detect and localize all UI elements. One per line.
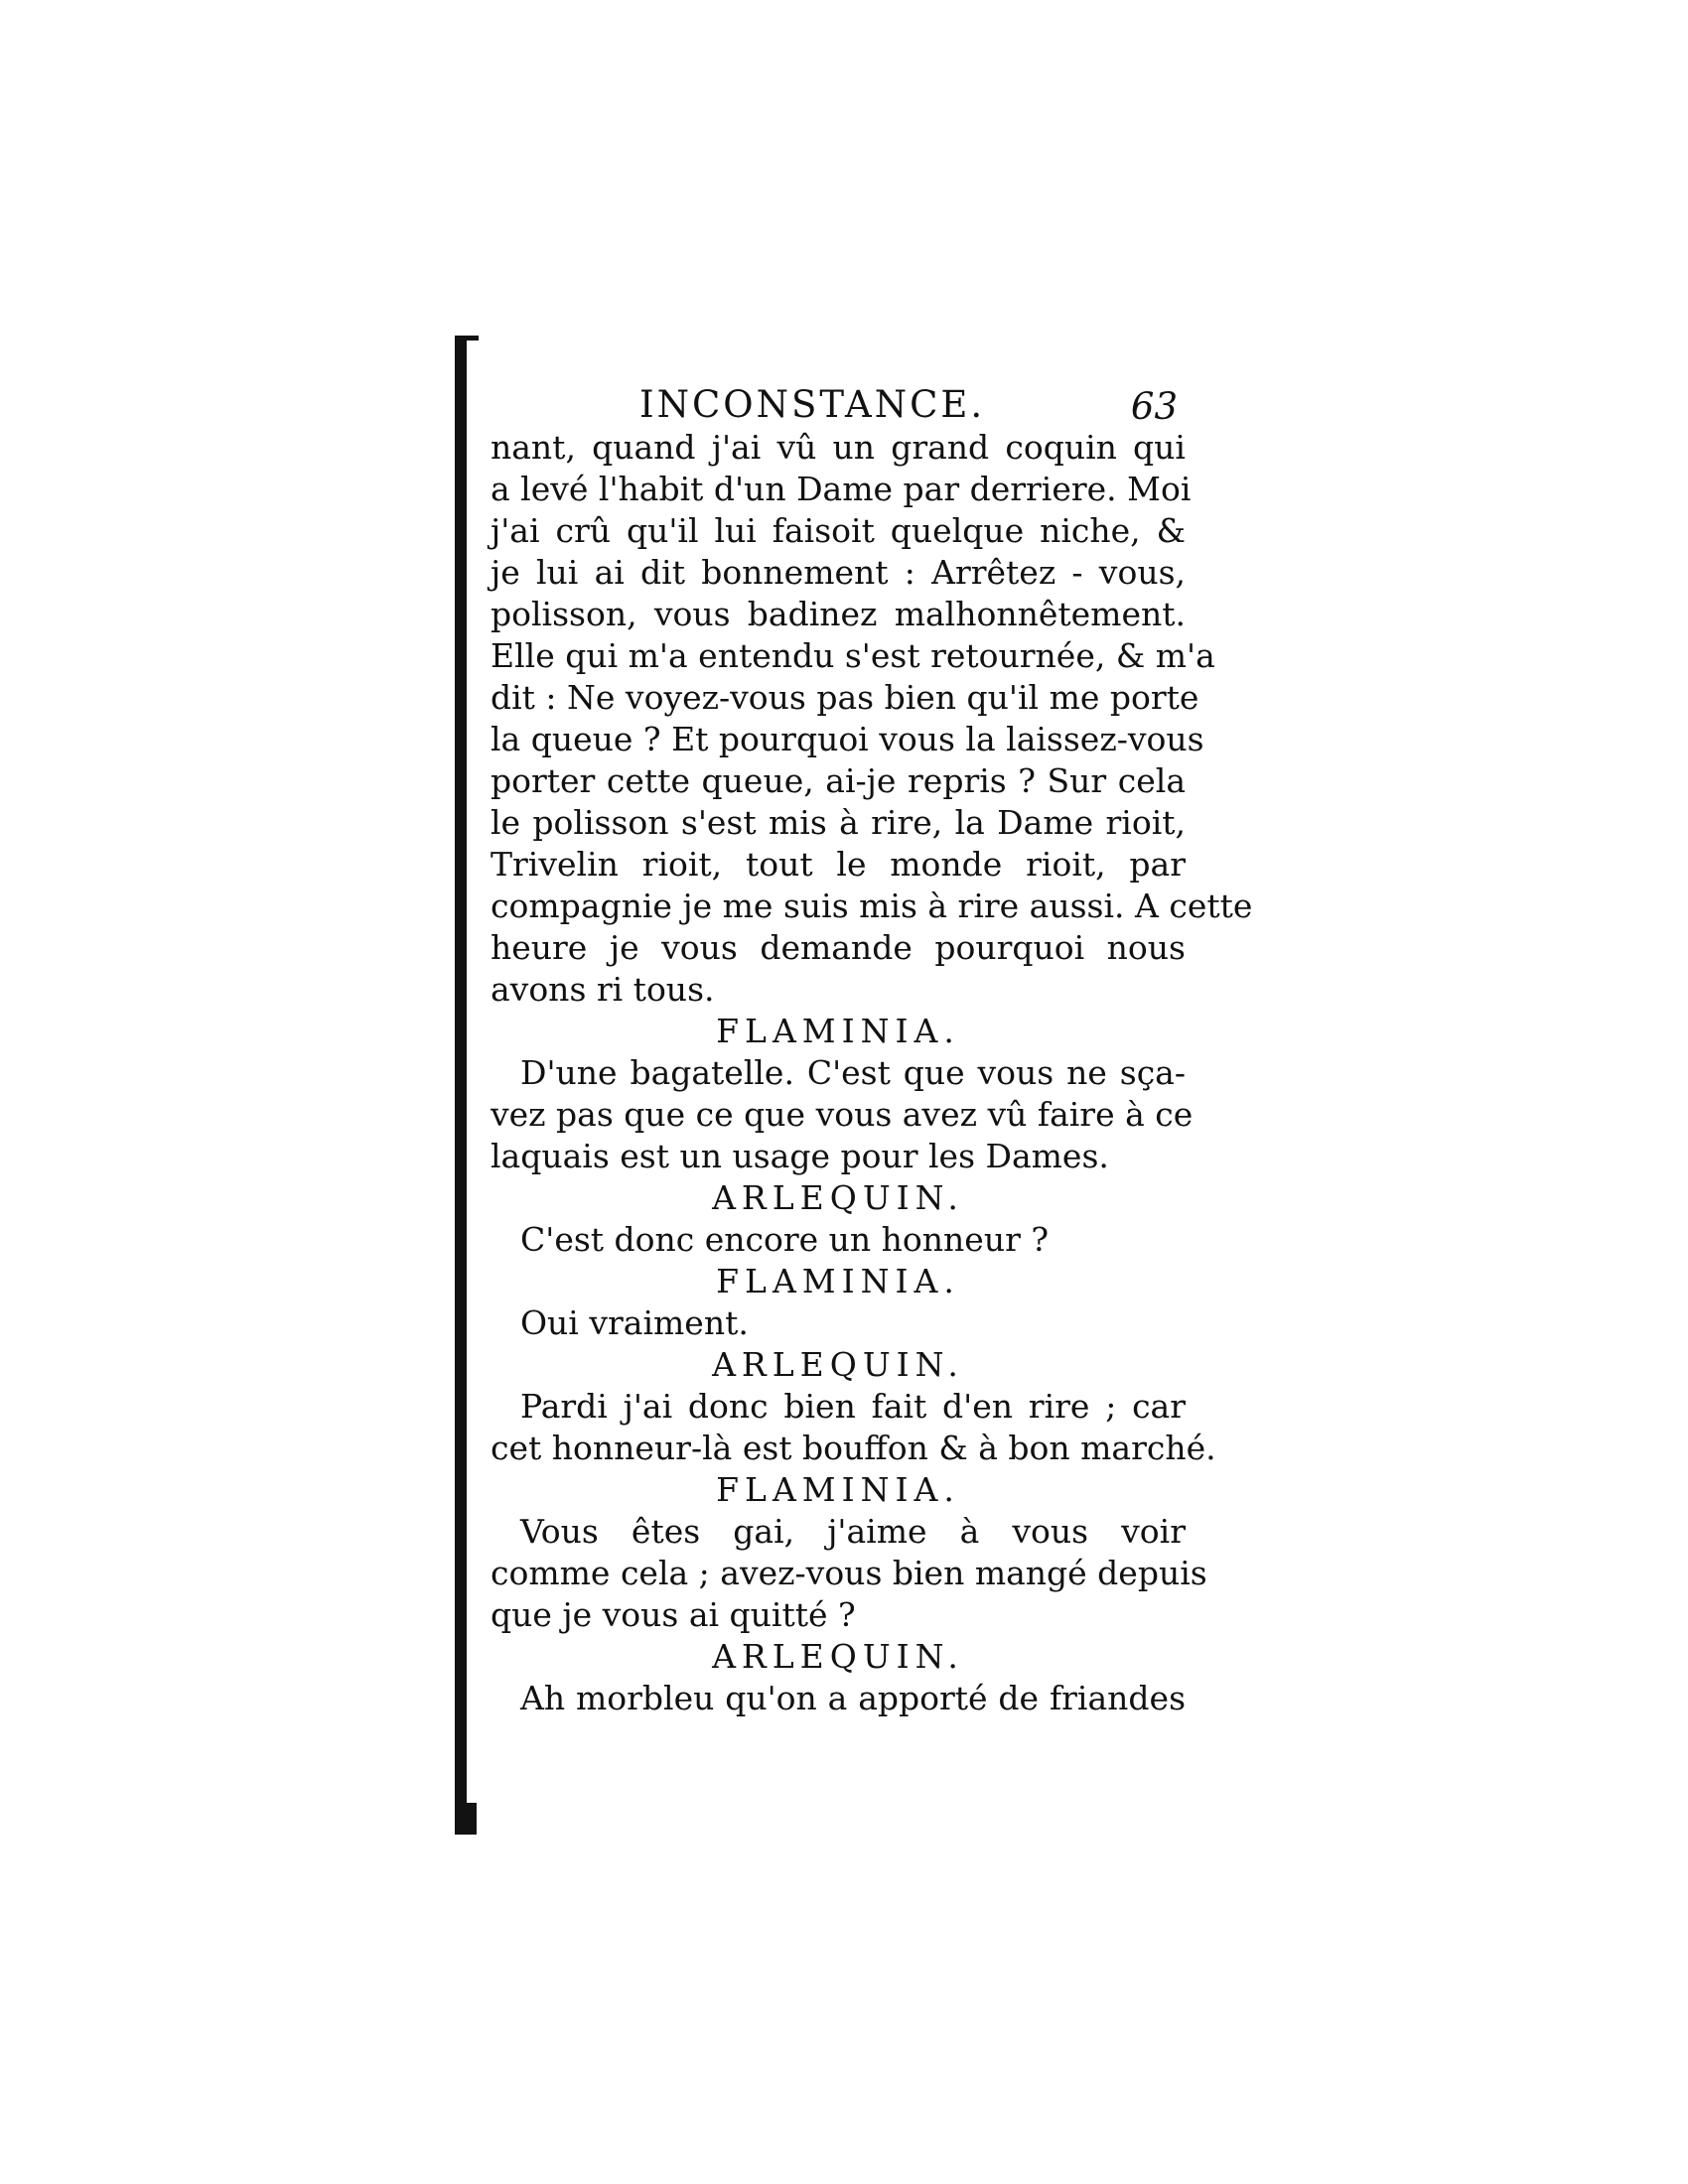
speech-block	[491, 1386, 1216, 1469]
text-line: laquais est un usage pour les Dames.	[491, 1137, 1109, 1175]
speech-block	[491, 1302, 1186, 1344]
binding-edge-top	[455, 336, 479, 341]
text-line: Elle qui m'a entendu s'est retournée, & m'a	[491, 636, 1215, 675]
text-line: vez pas que ce que vous avez vû faire à ce	[491, 1095, 1194, 1134]
text-line: j'ai crû qu'il lui faisoit quelque niche, &	[491, 511, 1186, 550]
text-line: a levé l'habit d'un Dame par derriere. Moi	[491, 470, 1192, 508]
speech-block	[491, 427, 1253, 1011]
text-line: nant, quand j'ai vû un grand coquin qui	[491, 428, 1186, 467]
text-line: comme cela ; avez-vous bien mangé depuis	[491, 1554, 1207, 1592]
text-line: D'une bagatelle. C'est que vous ne sça-	[520, 1053, 1186, 1092]
text-line: le polisson s'est mis à rire, la Dame rioit,	[491, 803, 1186, 842]
text-line: avons ri tous.	[491, 970, 715, 1009]
text-line: heure je vous demande pourquoi nous	[491, 928, 1186, 967]
speaker-name: ARLEQUIN.	[712, 1345, 964, 1384]
text-line: polisson, vous badinez malhonnêtement.	[491, 595, 1186, 633]
text-line: Oui vraiment.	[520, 1303, 749, 1342]
speech-block	[491, 1678, 1186, 1719]
text-line: compagnie je me suis mis à rire aussi. A cette	[491, 887, 1253, 925]
speaker-name: ARLEQUIN.	[712, 1178, 964, 1217]
text-line: cet honneur-là est bouffon & à bon marché.	[491, 1429, 1216, 1467]
text-line: Vous êtes gai, j'aime à vous voir	[520, 1512, 1186, 1551]
page-number: 63	[1130, 385, 1178, 428]
text-line: C'est donc encore un honneur ?	[520, 1220, 1050, 1259]
text-line: Ah morbleu qu'on a apporté de friandes	[520, 1679, 1186, 1717]
text-line: porter cette queue, ai-je repris ? Sur cela	[491, 761, 1186, 800]
page-header	[491, 383, 1186, 427]
speech-block	[491, 1219, 1186, 1261]
text-line: Trivelin rioit, tout le monde rioit, par	[491, 845, 1186, 884]
speech-block	[491, 1511, 1207, 1636]
speaker-name: FLAMINIA.	[716, 1262, 960, 1300]
speaker-name: ARLEQUIN.	[712, 1637, 964, 1676]
text-line: que je vous ai quitté ?	[491, 1595, 856, 1634]
running-title: INCONSTANCE.	[639, 383, 986, 426]
speech-block	[491, 1052, 1194, 1177]
binding-edge	[455, 336, 467, 1835]
page-text	[491, 383, 1253, 1719]
speaker-name: FLAMINIA.	[716, 1470, 960, 1509]
text-line: Pardi j'ai donc bien fait d'en rire ; car	[520, 1387, 1186, 1426]
text-line: la queue ? Et pourquoi vous la laissez-vous	[491, 720, 1204, 758]
speaker-name: FLAMINIA.	[716, 1012, 960, 1050]
text-line: je lui ai dit bonnement : Arrêtez - vous,	[491, 553, 1186, 592]
text-line: dit : Ne voyez-vous pas bien qu'il me porte	[491, 678, 1199, 717]
binding-edge-bottom	[459, 1803, 477, 1835]
